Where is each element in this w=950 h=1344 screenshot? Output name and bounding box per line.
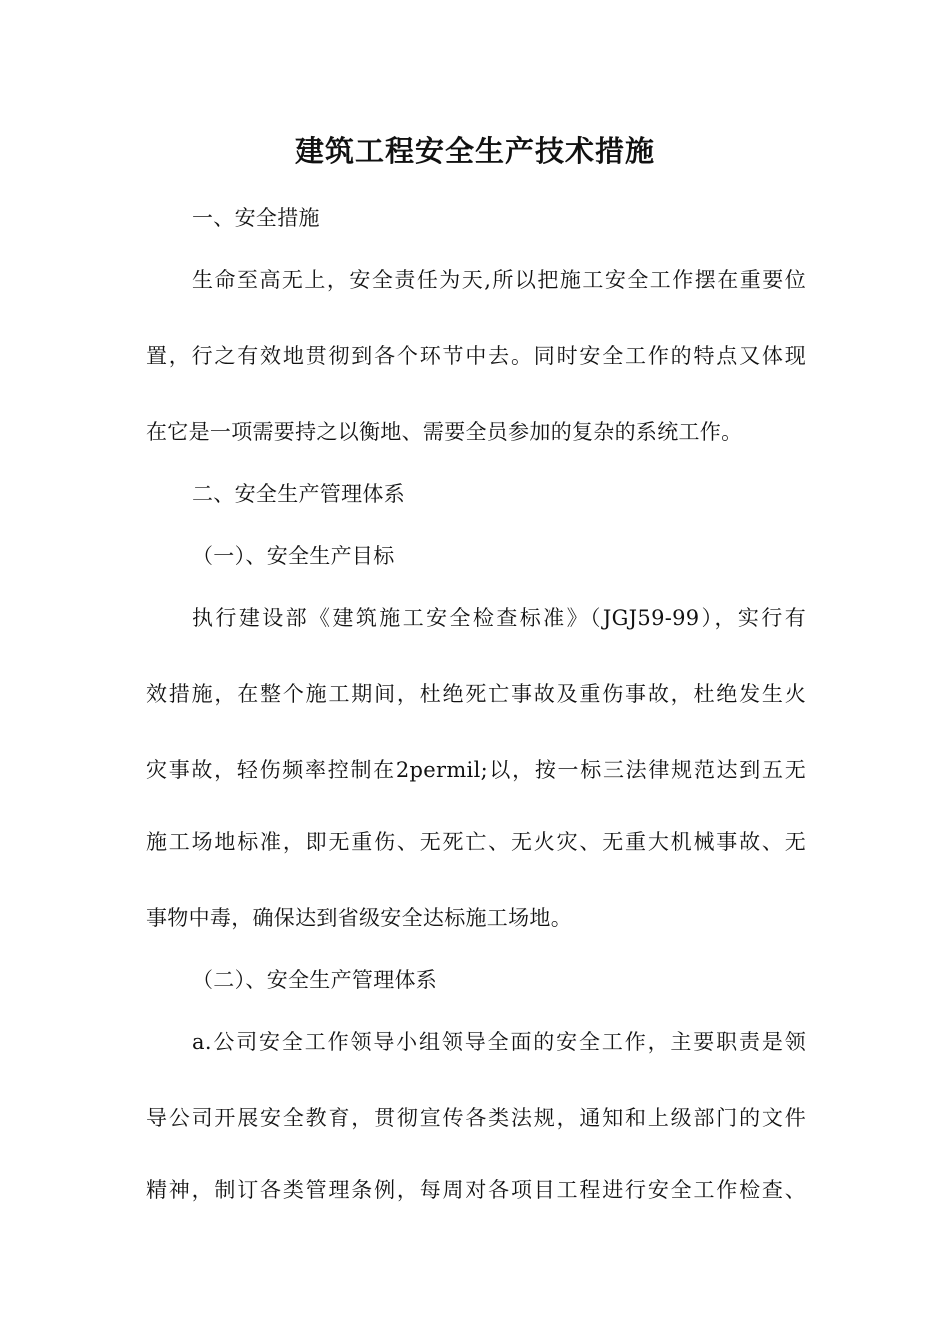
paragraph-line: 事物中毒，确保达到省级安全达标施工场地。 — [146, 906, 572, 930]
paragraph-line: 施工场地标准，即无重伤、无死亡、无火灾、无重大机械事故、无 — [146, 830, 806, 854]
paragraph-line: 导公司开展安全教育，贯彻宣传各类法规，通知和上级部门的文件 — [146, 1106, 806, 1130]
section-heading-management-system: 二、安全生产管理体系 — [192, 482, 405, 506]
paragraph-line: 置，行之有效地贯彻到各个环节中去。同时安全工作的特点又体现 — [146, 344, 806, 368]
paragraph-line: 灾事故，轻伤频率控制在2permil;以，按一标三法律规范达到五无 — [146, 758, 806, 782]
subsection-heading-management-system: （二）、安全生产管理体系 — [192, 968, 438, 992]
paragraph-line: 生命至高无上，安全责任为天,所以把施工安全工作摆在重要位 — [192, 268, 806, 292]
paragraph-line: 执行建设部《建筑施工安全检查标准》（JGJ59-99），实行有 — [192, 606, 806, 630]
section-heading-safety-measures: 一、安全措施 — [192, 206, 320, 230]
paragraph-line: 效措施，在整个施工期间，杜绝死亡事故及重伤事故，杜绝发生火 — [146, 682, 806, 706]
paragraph-line: 在它是一项需要持之以衡地、需要全员参加的复杂的系统工作。 — [146, 420, 743, 444]
document-title: 建筑工程安全生产技术措施 — [294, 134, 655, 168]
subsection-heading-safety-goal: （一）、安全生产目标 — [192, 544, 395, 568]
paragraph-line: a.公司安全工作领导小组领导全面的安全工作，主要职责是领 — [192, 1030, 806, 1054]
paragraph-line: 精神，制订各类管理条例，每周对各项目工程进行安全工作检查、 — [146, 1178, 806, 1202]
